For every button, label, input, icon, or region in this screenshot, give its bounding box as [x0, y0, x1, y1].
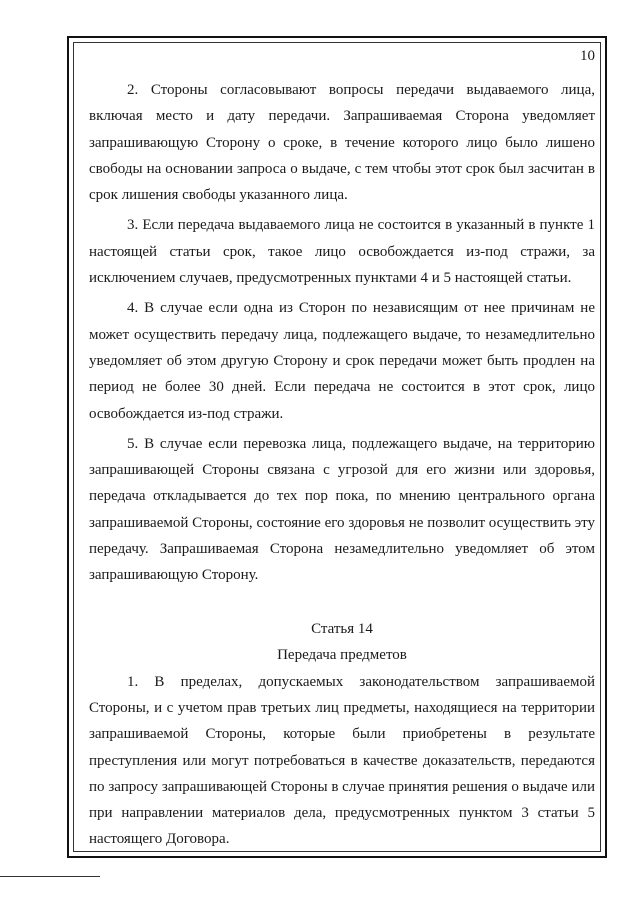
paragraph-5: 5. В случае если перевозка лица, подлежащего выдаче, на территорию запрашивающей Стороны связана с угрозой для его жизни или здоровья, передача откладывается до тех пор пока, по мнению центрального органа запрашиваемой Стороны, состояние его здоровья не позволит осуществить эту передачу. Запрашиваемая Сторона незамедлительно уведомляет об этом запрашивающую Сторону. [89, 435, 595, 584]
document-body [89, 72, 595, 853]
paragraph-4: 4. В случае если одна из Сторон по независящим от нее причинам не может осуществить передачу лица, подлежащего выдаче, то незамедлительно уведомляет об этом другую Сторону и срок передачи может быть продлен на период не более 30 дней. Если передача не состоится в этот срок, лицо освобождается из-под стражи. [89, 300, 595, 422]
paragraph-3: 3. Если передача выдаваемого лица не состоится в указанный в пункте 1 настоящей статьи срок, такое лицо освобождается из-под стражи, за исключением случаев, предусмотренных пунктами 4 и 5 настоящей статьи. [89, 217, 595, 287]
article-title: Статья 14 [311, 620, 373, 637]
article-subtitle: Передача предметов [277, 646, 407, 663]
paragraph-2: 2. Стороны согласовывают вопросы передачи выдаваемого лица, включая место и дату передачи. Запрашиваемая Сторона уведомляет запрашивающую Сторону о сроке, в течение которого лицо было лишено свободы на основании запроса о выдаче, с тем чтобы этот срок был засчитан в срок лишения свободы указанного лица. [89, 82, 595, 204]
article-paragraph-1: 1. В пределах, допускаемых законодательством запрашиваемой Стороны, и с учетом прав третьих лиц предметы, находящиеся на территории запрашиваемой Стороны, которые были приобретены в результате преступления или могут потребоваться в качестве доказательств, передаются по запросу запрашивающей Стороны в случае принятия решения о выдаче или при направлении материалов дела, предусмотренных пунктом 3 статьи 5 настоящего Договора. [89, 673, 595, 848]
footer-rule [0, 876, 100, 877]
page-frame [67, 36, 607, 858]
page-number: 10 [580, 48, 595, 64]
